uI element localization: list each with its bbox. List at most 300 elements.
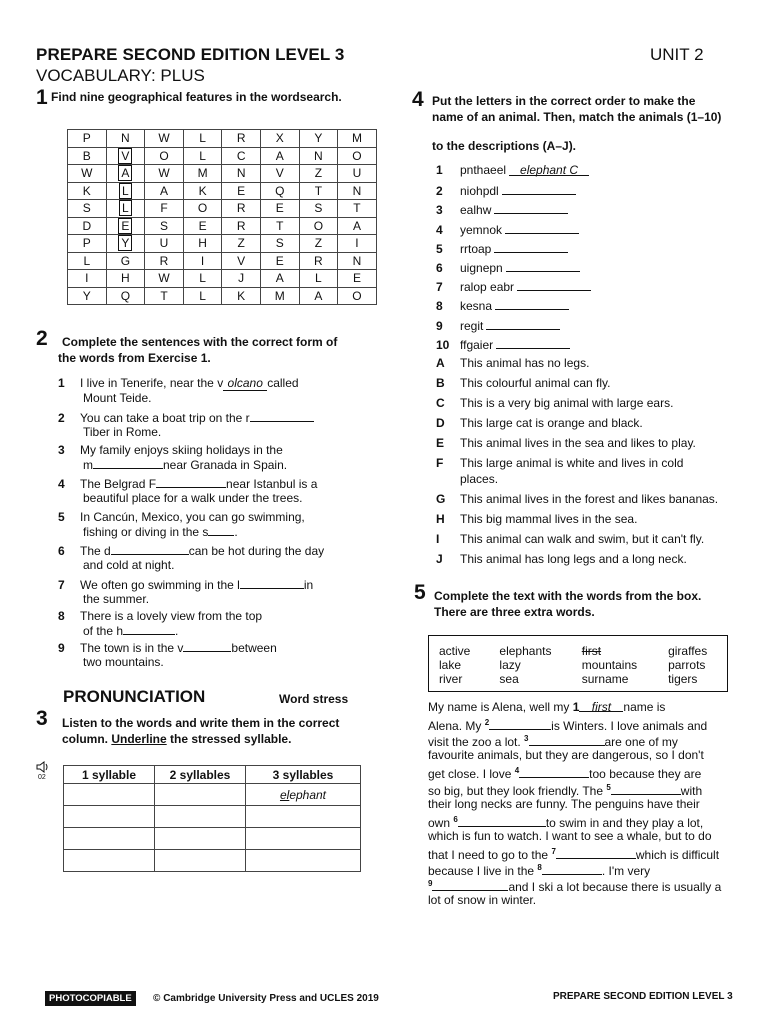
- wordsearch-cell[interactable]: [106, 147, 145, 165]
- description-item: [436, 376, 756, 390]
- wordsearch-cell[interactable]: [183, 235, 222, 253]
- item-number: 6: [436, 261, 443, 275]
- word-box-cell: [499, 672, 581, 686]
- answer-blank[interactable]: [556, 846, 636, 859]
- wordsearch-letter: V: [237, 253, 246, 268]
- text-fragment: because I live in the: [428, 864, 538, 878]
- text-fragment: . I'm very: [601, 864, 651, 878]
- description-letter: D: [436, 416, 445, 430]
- wordsearch-letter: N: [314, 148, 323, 163]
- box-word: tigers: [668, 672, 698, 686]
- sentence-text: can be hot during the day: [188, 544, 325, 558]
- wordsearch-letter: N: [352, 183, 362, 198]
- wordsearch-cell[interactable]: [222, 252, 261, 270]
- wordsearch-cell[interactable]: [338, 147, 377, 165]
- description-text: This animal has long legs and a long neck.: [460, 552, 687, 566]
- cell-input[interactable]: [155, 806, 246, 828]
- wordsearch-cell[interactable]: [222, 287, 261, 305]
- text-fragment: name is: [623, 700, 666, 714]
- ex4-instruction-line2: name of an animal. Then, match the animals (1–10): [432, 110, 722, 124]
- answer-blank[interactable]: [517, 278, 591, 291]
- wordsearch-letter: N: [236, 166, 246, 181]
- wordsearch-cell[interactable]: [68, 165, 107, 183]
- cell-input[interactable]: [155, 850, 246, 872]
- wordsearch-cell[interactable]: [222, 182, 261, 200]
- wordsearch-cell[interactable]: [106, 130, 145, 148]
- ex2-item: [58, 609, 358, 638]
- box-word: first: [581, 644, 602, 658]
- cell-input[interactable]: [155, 784, 246, 806]
- sentence-text: between: [231, 641, 277, 655]
- wordsearch-letter: O: [352, 148, 362, 163]
- wordsearch-cell[interactable]: [145, 235, 184, 253]
- answer-blank[interactable]: [506, 259, 580, 272]
- audio-track[interactable]: [36, 760, 50, 781]
- wordsearch-cell[interactable]: [68, 235, 107, 253]
- description-letter: E: [436, 436, 445, 450]
- answer-blank[interactable]: [250, 410, 314, 422]
- sentence-text: We often go swimming in the l: [80, 578, 240, 592]
- description-letter: G: [436, 492, 446, 506]
- wordsearch-cell[interactable]: [183, 217, 222, 235]
- wordsearch-cell[interactable]: [222, 270, 261, 288]
- wordsearch-letter: L: [199, 288, 206, 303]
- wordsearch-letter: T: [160, 288, 168, 303]
- gap-number: 3: [524, 734, 529, 744]
- cell-input[interactable]: [246, 828, 361, 850]
- answer-blank[interactable]: first: [579, 699, 623, 712]
- wordsearch-letter: V: [118, 148, 132, 164]
- description-text: This animal has no legs.: [460, 356, 590, 370]
- cell-input[interactable]: [64, 828, 155, 850]
- wordsearch-letter: W: [81, 166, 93, 181]
- wordsearch-letter: W: [158, 271, 170, 286]
- wordsearch-cell[interactable]: [106, 182, 145, 200]
- item-number: 10: [436, 337, 450, 352]
- answer-blank[interactable]: [611, 782, 681, 795]
- wordsearch-row: [68, 217, 377, 235]
- description-letter: B: [436, 376, 445, 390]
- answer-blank[interactable]: [494, 201, 568, 214]
- answer-blank[interactable]: [496, 336, 570, 349]
- cell-input[interactable]: [246, 850, 361, 872]
- wordsearch-cell[interactable]: [338, 165, 377, 183]
- word-box-cell: [439, 672, 499, 686]
- box-word: river: [439, 672, 463, 686]
- answer-blank[interactable]: [156, 476, 226, 488]
- description-letter: F: [436, 456, 444, 470]
- wordsearch-cell[interactable]: [106, 165, 145, 183]
- wordsearch-row: [68, 182, 377, 200]
- gap-number: 8: [537, 863, 542, 872]
- wordsearch-letter: A: [314, 288, 323, 303]
- col-1-syllable: 1 syllable: [64, 766, 155, 784]
- text-fragment: to swim in and they play a lot,: [545, 815, 704, 830]
- ex2-instruction-line2: the words from Exercise 1.: [58, 351, 211, 365]
- sentence-text: .: [234, 525, 238, 539]
- item-number: 2: [58, 411, 65, 425]
- description-item: [436, 456, 756, 486]
- col-3-syllables: 3 syllables: [246, 766, 361, 784]
- wordsearch-cell[interactable]: [260, 182, 299, 200]
- wordsearch-letter: S: [82, 201, 91, 216]
- answer-blank[interactable]: elephant C: [509, 163, 589, 176]
- word-box-cell: [582, 644, 668, 658]
- sentence-text: Tiber in Rome.: [83, 425, 162, 439]
- sentence-line2: [58, 655, 358, 669]
- wordsearch-cell[interactable]: [183, 130, 222, 148]
- wordsearch-cell[interactable]: [106, 217, 145, 235]
- wordsearch-letter: L: [315, 271, 322, 286]
- wordsearch-cell[interactable]: [260, 287, 299, 305]
- gap-number: 9: [428, 879, 433, 889]
- wordsearch-cell[interactable]: [222, 200, 261, 218]
- answer-blank[interactable]: [183, 640, 231, 652]
- wordsearch-row: [68, 165, 377, 183]
- answer-blank[interactable]: [486, 317, 560, 330]
- sentence-text: My family enjoys skiing holidays in the: [80, 443, 283, 457]
- anagram-item: [436, 163, 589, 177]
- wordsearch-cell[interactable]: [299, 130, 338, 148]
- text-fragment: which is difficult: [635, 847, 720, 862]
- description-letter: J: [436, 552, 443, 566]
- underline-word: Underline: [111, 732, 167, 746]
- wordsearch-cell[interactable]: [222, 165, 261, 183]
- wordsearch-letter: E: [198, 218, 207, 233]
- ex1-instruction: Find nine geographical features in the wordsearch.: [51, 90, 342, 104]
- box-word: sea: [499, 672, 519, 686]
- answer-blank[interactable]: [495, 297, 569, 310]
- wordsearch-letter: T: [353, 201, 361, 216]
- wordsearch-letter: L: [83, 253, 91, 268]
- word-box-cell: [582, 672, 668, 686]
- wordsearch-cell[interactable]: [183, 287, 222, 305]
- wordsearch-letter: T: [314, 183, 323, 198]
- wordsearch-letter: Y: [118, 235, 132, 251]
- wordsearch-letter: R: [159, 253, 169, 268]
- wordsearch-cell[interactable]: [183, 270, 222, 288]
- sentence-text: The d: [80, 544, 111, 558]
- wordsearch-cell[interactable]: [145, 200, 184, 218]
- wordsearch-letter: W: [158, 166, 170, 181]
- wordsearch-cell[interactable]: [260, 130, 299, 148]
- wordsearch-cell[interactable]: [299, 165, 338, 183]
- ex3-instruction-line1: Listen to the words and write them in the correct: [62, 716, 340, 730]
- wordsearch-cell[interactable]: [145, 252, 184, 270]
- item-number: 7: [58, 578, 65, 592]
- wordsearch-grid[interactable]: [67, 129, 377, 305]
- wordsearch-cell[interactable]: [68, 147, 107, 165]
- answer-blank[interactable]: olcano: [223, 376, 267, 391]
- text-fragment: that I need to go to the: [428, 847, 552, 862]
- box-word: lazy: [499, 658, 521, 672]
- wordsearch-cell[interactable]: [260, 200, 299, 218]
- item-number: 1: [58, 376, 65, 390]
- ex4-instruction-line3: to the descriptions (A–J).: [432, 139, 577, 153]
- wordsearch-letter: D: [82, 218, 92, 233]
- box-word: parrots: [668, 658, 706, 672]
- item-number: 1: [436, 163, 443, 177]
- description-text: This large animal is white and lives in cold: [460, 456, 684, 470]
- word-box: [428, 635, 728, 692]
- sentence-line2: [58, 491, 358, 505]
- example-cell: elephant: [246, 784, 361, 806]
- wordsearch-cell[interactable]: [338, 182, 377, 200]
- wordsearch-cell[interactable]: [68, 200, 107, 218]
- wordsearch-letter: E: [118, 218, 132, 234]
- answer-blank[interactable]: [432, 878, 508, 891]
- answer-blank[interactable]: [489, 717, 551, 730]
- word-box-cell: [499, 644, 581, 658]
- wordsearch-cell[interactable]: [260, 217, 299, 235]
- wordsearch-cell[interactable]: [68, 217, 107, 235]
- text-fragment: own: [428, 815, 454, 830]
- wordsearch-cell[interactable]: [222, 235, 261, 253]
- wordsearch-letter: M: [351, 131, 362, 146]
- wordsearch-cell[interactable]: [260, 235, 299, 253]
- answer-blank[interactable]: [505, 221, 579, 234]
- wordsearch-cell[interactable]: [299, 217, 338, 235]
- wordsearch-cell[interactable]: [222, 130, 261, 148]
- wordsearch-cell[interactable]: [106, 287, 145, 305]
- wordsearch-letter: R: [314, 253, 323, 268]
- ex4-number: 4: [412, 88, 424, 111]
- wordsearch-letter: X: [275, 131, 284, 146]
- answer-blank[interactable]: [93, 457, 163, 469]
- item-number: 3: [436, 203, 443, 218]
- word-box-cell: [668, 658, 727, 672]
- wordsearch-letter: H: [121, 271, 130, 286]
- ex5-instruction-line2: There are three extra words.: [434, 605, 595, 619]
- box-word: surname: [581, 672, 629, 686]
- description-letter: C: [436, 396, 445, 410]
- wordsearch-cell[interactable]: [260, 165, 299, 183]
- answer-blank[interactable]: [529, 733, 605, 746]
- text-line: [428, 796, 700, 812]
- anagram-item: [436, 221, 579, 237]
- box-word: lake: [439, 658, 462, 672]
- wordsearch-cell[interactable]: [145, 130, 184, 148]
- answer-blank[interactable]: [542, 862, 602, 875]
- answer-blank[interactable]: [494, 240, 568, 253]
- word-box-cell: [439, 644, 499, 658]
- text-fragment: are one of my: [604, 735, 678, 750]
- text-line: [428, 892, 536, 908]
- wordsearch-letter: R: [236, 218, 246, 233]
- answer-blank[interactable]: [502, 182, 576, 195]
- wordsearch-cell[interactable]: [145, 217, 184, 235]
- wordsearch-cell[interactable]: [145, 270, 184, 288]
- item-number: 4: [58, 477, 65, 491]
- wordsearch-cell[interactable]: [299, 270, 338, 288]
- answer-blank[interactable]: [123, 623, 175, 635]
- description-item: [436, 436, 756, 450]
- sentence-text: near Istanbul is a: [226, 477, 318, 491]
- anagram-item: [436, 259, 580, 275]
- item-number: 8: [436, 299, 443, 314]
- scrambled-word: ffgaier: [460, 337, 494, 352]
- wordsearch-letter: K: [82, 183, 91, 198]
- wordsearch-cell[interactable]: [183, 147, 222, 165]
- sentence-text: The town is in the v: [80, 641, 184, 655]
- wordsearch-letter: O: [313, 218, 324, 233]
- sentence-text: two mountains.: [83, 655, 164, 669]
- box-word: giraffes: [668, 644, 708, 658]
- box-word: mountains: [581, 658, 638, 672]
- wordsearch-letter: L: [119, 200, 132, 216]
- anagram-item: [436, 182, 576, 198]
- wordsearch-cell[interactable]: [299, 287, 338, 305]
- wordsearch-cell[interactable]: [260, 147, 299, 165]
- answer-blank[interactable]: [519, 765, 589, 778]
- wordsearch-letter: E: [352, 271, 361, 286]
- wordsearch-row: [68, 200, 377, 218]
- answer-blank[interactable]: [208, 524, 234, 536]
- wordsearch-row: [68, 235, 377, 253]
- wordsearch-cell[interactable]: [183, 200, 222, 218]
- cell-input[interactable]: [64, 784, 155, 806]
- description-item: [436, 492, 756, 506]
- wordsearch-cell[interactable]: [106, 200, 145, 218]
- box-word: elephants: [499, 644, 552, 658]
- wordsearch-cell[interactable]: [338, 270, 377, 288]
- ex1-heading: [36, 86, 342, 110]
- unit-label: UNIT 2: [650, 45, 704, 64]
- wordsearch-cell[interactable]: [145, 147, 184, 165]
- wordsearch-cell[interactable]: [106, 270, 145, 288]
- syllable-table[interactable]: [63, 765, 361, 872]
- sentence-text: the summer.: [83, 592, 150, 606]
- wordsearch-cell[interactable]: [68, 270, 107, 288]
- sentence-text: .: [175, 624, 179, 638]
- word-stress-subheading: Word stress: [279, 692, 349, 706]
- wordsearch-letter: Y: [314, 131, 323, 146]
- wordsearch-letter: L: [199, 131, 206, 146]
- scrambled-word: uignepn: [460, 261, 503, 275]
- cell-input[interactable]: [155, 828, 246, 850]
- item-number: 2: [436, 184, 443, 199]
- wordsearch-cell[interactable]: [260, 270, 299, 288]
- wordsearch-cell[interactable]: [145, 287, 184, 305]
- text-fragment: visit the zoo a lot.: [428, 735, 525, 750]
- wordsearch-cell[interactable]: [145, 182, 184, 200]
- wordsearch-cell[interactable]: [68, 252, 107, 270]
- ex2-item: [58, 376, 358, 405]
- wordsearch-cell[interactable]: [183, 165, 222, 183]
- ex2-item: [58, 510, 358, 539]
- wordsearch-letter: M: [274, 288, 285, 303]
- wordsearch-letter: O: [159, 148, 169, 163]
- wordsearch-letter: G: [120, 253, 131, 268]
- answer-blank[interactable]: [458, 814, 546, 827]
- wordsearch-letter: S: [159, 218, 168, 233]
- ex3-number: 3: [36, 707, 48, 730]
- wordsearch-cell[interactable]: [338, 200, 377, 218]
- copyright-text: © Cambridge University Press and UCLES 2019: [153, 993, 379, 1004]
- wordsearch-letter: N: [121, 131, 130, 146]
- sentence-text: You can take a boat trip on the r: [80, 411, 250, 425]
- wordsearch-row: [68, 287, 377, 305]
- word-box-row: [439, 658, 727, 672]
- sentence-text: In Cancún, Mexico, you can go swimming,: [80, 510, 305, 524]
- text-fragment: and I ski a lot because there is usually a: [508, 880, 722, 895]
- wordsearch-cell[interactable]: [299, 182, 338, 200]
- wordsearch-cell[interactable]: [106, 235, 145, 253]
- page-subtitle: VOCABULARY: PLUS: [36, 66, 205, 85]
- wordsearch-cell[interactable]: [338, 287, 377, 305]
- wordsearch-cell[interactable]: [299, 147, 338, 165]
- text-fragment: too because they are: [589, 767, 702, 782]
- wordsearch-cell[interactable]: [68, 130, 107, 148]
- item-number: 4: [436, 222, 443, 237]
- cell-input[interactable]: [64, 806, 155, 828]
- speaker-icon[interactable]: [36, 760, 50, 774]
- anagram-item: [436, 297, 569, 313]
- wordsearch-cell[interactable]: [260, 252, 299, 270]
- wordsearch-letter: A: [275, 148, 284, 163]
- wordsearch-cell[interactable]: [183, 252, 222, 270]
- wordsearch-cell[interactable]: [68, 182, 107, 200]
- wordsearch-letter: R: [236, 201, 246, 216]
- wordsearch-cell[interactable]: [299, 200, 338, 218]
- cell-input[interactable]: [64, 850, 155, 872]
- wordsearch-cell[interactable]: [68, 287, 107, 305]
- wordsearch-letter: I: [200, 253, 205, 268]
- wordsearch-letter: Z: [314, 166, 323, 181]
- wordsearch-letter: T: [276, 218, 284, 233]
- wordsearch-cell[interactable]: [299, 252, 338, 270]
- sentence-text: m: [83, 458, 93, 472]
- wordsearch-cell[interactable]: [299, 235, 338, 253]
- wordsearch-cell[interactable]: [183, 182, 222, 200]
- wordsearch-letter: E: [237, 183, 246, 198]
- answer-blank[interactable]: [240, 577, 304, 589]
- answer-blank[interactable]: [111, 543, 189, 555]
- wordsearch-cell[interactable]: [338, 252, 377, 270]
- text-fragment: which is fun to watch. I want to see a whale, but to do: [428, 828, 712, 843]
- item-number: 5: [436, 241, 443, 256]
- wordsearch-letter: I: [355, 236, 359, 251]
- description-text: This animal lives in the sea and likes to play.: [460, 436, 696, 450]
- ex2-item: [58, 577, 358, 606]
- wordsearch-letter: L: [199, 148, 206, 163]
- description-text-line2: places.: [460, 472, 499, 486]
- wordsearch-cell[interactable]: [222, 217, 261, 235]
- ex2-number: 2: [36, 327, 48, 350]
- sentence-text: There is a lovely view from the top: [80, 609, 263, 623]
- text-fragment: so big, but they look friendly. The: [428, 783, 607, 798]
- wordsearch-cell[interactable]: [222, 147, 261, 165]
- wordsearch-cell[interactable]: [106, 252, 145, 270]
- wordsearch-letter: V: [275, 166, 284, 181]
- wordsearch-letter: Z: [237, 236, 245, 251]
- ex5-instruction-line1: Complete the text with the words from the box.: [434, 589, 702, 603]
- anagram-item: [436, 336, 570, 352]
- wordsearch-cell[interactable]: [145, 165, 184, 183]
- cell-input[interactable]: [246, 806, 361, 828]
- ex2-item: [58, 410, 358, 439]
- footer-right: PREPARE SECOND EDITION LEVEL 3: [553, 991, 733, 1002]
- wordsearch-cell[interactable]: [338, 217, 377, 235]
- text-fragment: favourite animals, but they are dangerous, so I don't: [428, 748, 704, 763]
- description-text: This animal can walk and swim, but it can't fly.: [460, 532, 705, 546]
- text-line: [428, 699, 665, 715]
- wordsearch-cell[interactable]: [338, 130, 377, 148]
- wordsearch-cell[interactable]: [338, 235, 377, 253]
- word-box-table: [439, 644, 727, 686]
- ex2-item: [58, 443, 358, 472]
- sentence-line2: [58, 524, 358, 539]
